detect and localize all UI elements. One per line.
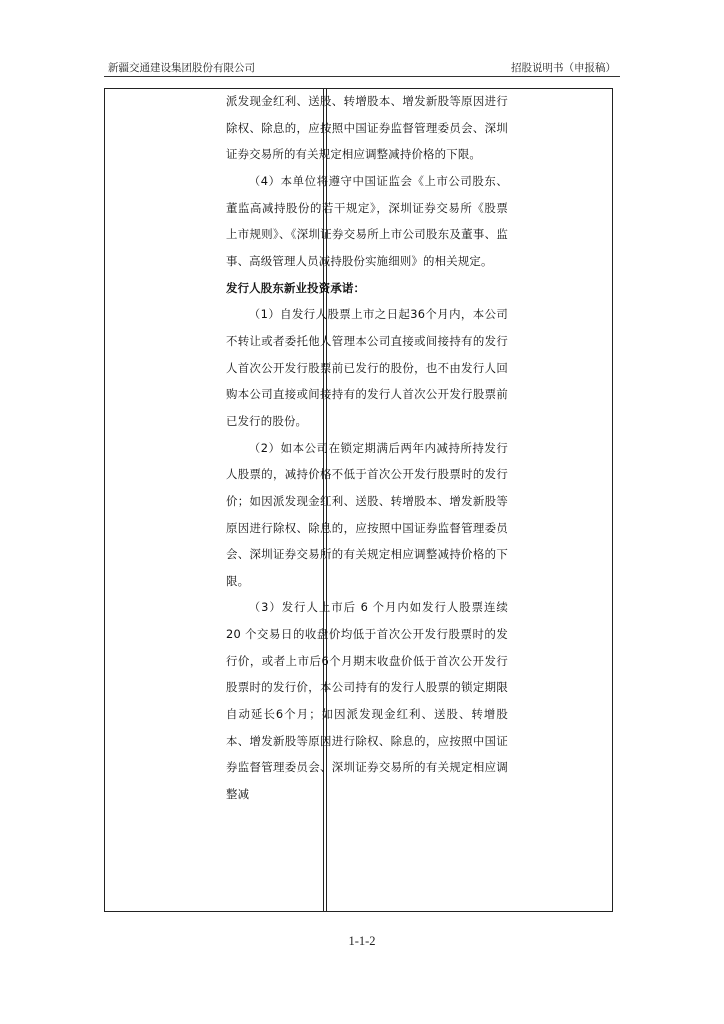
paragraph: （1）自发行人股票上市之日起36个月内，本公司不转让或者委托他人管理本公司直接或间接持有的发行人首次公开发行股票前已发行的股份，也不由发行人回购本公司直接或间接持有的发行人首次公开发行股票前已发行的股份。 [226, 307, 508, 428]
company-name: 新疆交通建设集团股份有限公司 [108, 62, 255, 74]
page-header [104, 57, 620, 77]
table-right-content [226, 88, 508, 808]
paragraph: （2）如本公司在锁定期满后两年内减持所持发行人股票的，减持价格不低于首次公开发行股票时的发行价；如因派发现金红利、送股、转增股本、增发新股等原因进行除权、除息的，应按照中国证券监督管理委员会、深圳证券交易所的有关规定相应调整减持价格的下限。 [226, 440, 508, 588]
paragraph: 派发现金红利、送股、转增股本、增发新股等原因进行除权、除息的，应按照中国证券监督管理委员会、深圳证券交易所的有关规定相应调整减持价格的下限。 [226, 94, 508, 162]
paragraph: （4）本单位将遵守中国证监会《上市公司股东、董监高减持股份的若干规定》，深圳证券交易所《股票上市规则》、《深圳证券交易所上市公司股东及董事、监事、高级管理人员减持股份实施细则》的相关规定。 [226, 173, 508, 268]
document-title: 招股说明书（申报稿） [511, 62, 616, 74]
header-rule [104, 76, 620, 77]
paragraph: （3）发行人上市后 6 个月内如发行人股票连续 20 个交易日的收盘价均低于首次公开发行股票时的发行价，或者上市后6个月期末收盘价低于首次公开发行股票时的发行价，本公司持有的发行人股票的锁定期限自动延长6个月；如因派发现金红利、送股、转增股本、增发新股等原因进行除权、除息的，应按照中国证券监督管理委员会、深圳证券交易所的有关规定相应调整减 [226, 600, 508, 802]
page-number: 1-1-2 [348, 934, 376, 948]
section-heading: 发行人股东新业投资承诺： [226, 280, 366, 295]
